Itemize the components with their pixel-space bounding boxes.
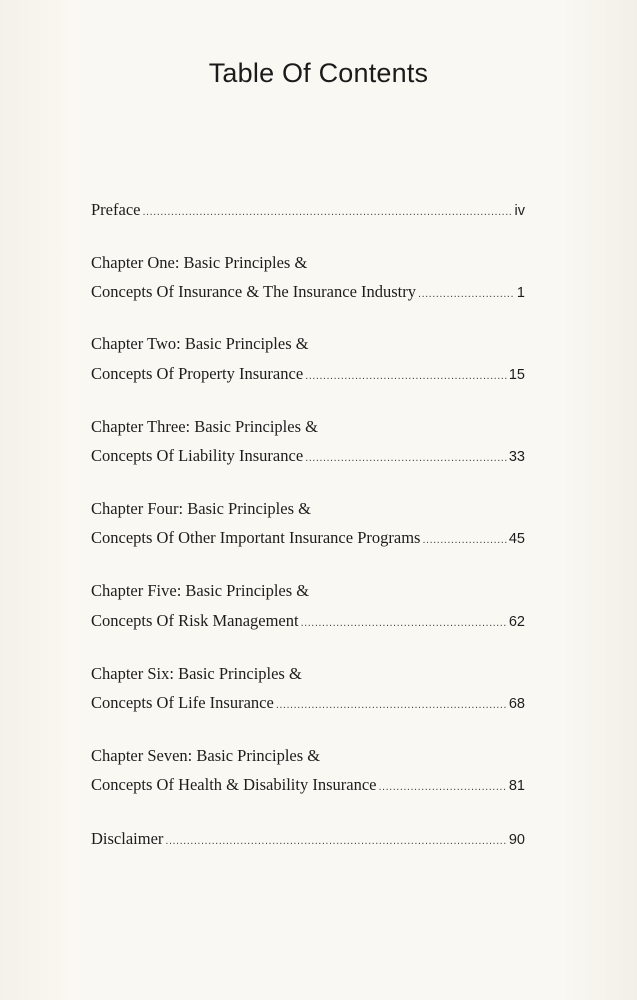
- toc-entry-chapter-two-heading[interactable]: [91, 334, 525, 354]
- leader-dots: [276, 699, 507, 711]
- toc-entry-preface[interactable]: [91, 200, 525, 220]
- toc-page-number: iv: [514, 203, 525, 219]
- toc-page-number: 1: [516, 285, 525, 301]
- toc-page-number: 15: [508, 367, 525, 383]
- toc-entry-chapter-seven[interactable]: [91, 775, 525, 795]
- toc-entry-label: Concepts Of Health & Disability Insurance: [91, 775, 377, 794]
- toc-entry-label: Concepts Of Other Important Insurance Programs: [91, 528, 421, 547]
- toc-entry-label: Chapter Three: Basic Principles &: [91, 417, 318, 436]
- toc-entry-chapter-five[interactable]: [91, 611, 525, 631]
- toc-entry-label: Chapter Two: Basic Principles &: [91, 334, 309, 353]
- toc-entry-chapter-four[interactable]: [91, 528, 525, 548]
- toc-entry-chapter-five-heading[interactable]: [91, 581, 525, 601]
- toc-entry-label: Chapter Seven: Basic Principles &: [91, 746, 321, 765]
- toc-entry-label: Concepts Of Property Insurance: [91, 364, 304, 383]
- leader-dots: [301, 617, 507, 629]
- leader-dots: [422, 534, 506, 546]
- leader-dots: [142, 206, 512, 218]
- toc-entry-chapter-four-heading[interactable]: [91, 499, 525, 519]
- toc-entry-chapter-three-heading[interactable]: [91, 417, 525, 437]
- toc-page-number: 33: [508, 449, 525, 465]
- toc-entry-label: Disclaimer: [91, 829, 164, 848]
- toc-page-number: 68: [508, 696, 525, 712]
- leader-dots: [305, 370, 507, 382]
- leader-dots: [418, 288, 515, 300]
- page-title: Table Of Contents: [208, 58, 429, 88]
- toc-entry-label: Chapter Six: Basic Principles &: [91, 664, 302, 683]
- toc-entry-chapter-six-heading[interactable]: [91, 664, 525, 684]
- toc-entry-label: Chapter Four: Basic Principles &: [91, 499, 311, 518]
- toc-entry-label: Concepts Of Risk Management: [91, 611, 299, 630]
- toc-entry-chapter-one[interactable]: [91, 282, 525, 302]
- toc-entry-label: Chapter One: Basic Principles &: [91, 253, 308, 272]
- toc-page-number: 62: [508, 614, 525, 630]
- toc-entry-chapter-three[interactable]: [91, 446, 525, 466]
- toc-entry-chapter-one-heading[interactable]: [91, 253, 525, 273]
- leader-dots: [378, 781, 506, 793]
- toc-entry-disclaimer[interactable]: [91, 829, 525, 849]
- leader-dots: [165, 835, 506, 847]
- toc-entry-label: Concepts Of Liability Insurance: [91, 446, 304, 465]
- leader-dots: [305, 452, 507, 464]
- toc-entry-label: Concepts Of Insurance & The Insurance Industry: [91, 282, 417, 301]
- toc-entry-label: Chapter Five: Basic Principles &: [91, 581, 310, 600]
- toc-entry-label: Concepts Of Life Insurance: [91, 693, 274, 712]
- toc-page-number: 45: [508, 531, 525, 547]
- toc-page-number: 90: [508, 832, 525, 848]
- toc-entry-label: Preface: [91, 200, 141, 219]
- toc-entry-chapter-six[interactable]: [91, 693, 525, 713]
- toc-page-number: 81: [508, 778, 525, 794]
- toc-entry-chapter-two[interactable]: [91, 364, 525, 384]
- toc-entry-chapter-seven-heading[interactable]: [91, 746, 525, 766]
